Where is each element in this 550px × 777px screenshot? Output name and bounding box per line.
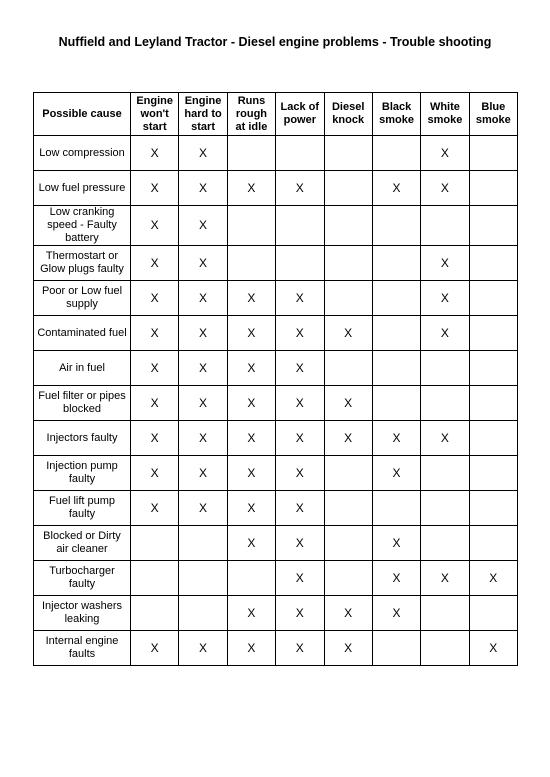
possible-cause-cell: Air in fuel	[34, 351, 131, 386]
empty-cell	[227, 246, 275, 281]
symptom-mark-cell: X	[276, 526, 324, 561]
table-row	[34, 136, 518, 171]
symptom-mark-cell: X	[324, 596, 372, 631]
symptom-mark-cell: X	[276, 351, 324, 386]
possible-cause-cell: Injector washers leaking	[34, 596, 131, 631]
empty-cell	[131, 526, 179, 561]
symptom-mark-cell: X	[372, 526, 420, 561]
symptom-mark-cell: X	[276, 631, 324, 666]
table-header-row	[34, 93, 518, 136]
possible-cause-cell: Contaminated fuel	[34, 316, 131, 351]
empty-cell	[324, 281, 372, 316]
symptom-mark-cell: X	[227, 596, 275, 631]
symptom-mark-cell: X	[227, 281, 275, 316]
symptom-mark-cell: X	[227, 171, 275, 206]
possible-cause-cell: Injection pump faulty	[34, 456, 131, 491]
symptom-mark-cell: X	[372, 596, 420, 631]
symptom-mark-cell: X	[324, 316, 372, 351]
possible-cause-cell: Blocked or Dirty air cleaner	[34, 526, 131, 561]
symptom-mark-cell: X	[372, 171, 420, 206]
possible-cause-cell: Injectors faulty	[34, 421, 131, 456]
possible-cause-cell: Turbocharger faulty	[34, 561, 131, 596]
empty-cell	[324, 351, 372, 386]
symptom-mark-cell: X	[324, 386, 372, 421]
empty-cell	[421, 206, 469, 246]
empty-cell	[276, 206, 324, 246]
table-row	[34, 421, 518, 456]
symptom-mark-cell: X	[131, 386, 179, 421]
column-header: Black smoke	[372, 93, 420, 136]
empty-cell	[421, 491, 469, 526]
column-header: Runs rough at idle	[227, 93, 275, 136]
empty-cell	[227, 206, 275, 246]
symptom-mark-cell: X	[421, 561, 469, 596]
empty-cell	[227, 136, 275, 171]
empty-cell	[179, 596, 227, 631]
symptom-mark-cell: X	[421, 281, 469, 316]
table-row	[34, 631, 518, 666]
symptom-mark-cell: X	[227, 491, 275, 526]
symptom-mark-cell: X	[227, 386, 275, 421]
table-row	[34, 596, 518, 631]
empty-cell	[421, 631, 469, 666]
table-row	[34, 246, 518, 281]
empty-cell	[372, 316, 420, 351]
symptom-mark-cell: X	[276, 456, 324, 491]
empty-cell	[469, 491, 517, 526]
symptom-mark-cell: X	[276, 386, 324, 421]
symptom-mark-cell: X	[372, 456, 420, 491]
possible-cause-cell: Thermostart or Glow plugs faulty	[34, 246, 131, 281]
empty-cell	[324, 526, 372, 561]
column-header: Lack of power	[276, 93, 324, 136]
empty-cell	[421, 596, 469, 631]
symptom-mark-cell: X	[227, 526, 275, 561]
empty-cell	[469, 246, 517, 281]
symptom-mark-cell: X	[276, 491, 324, 526]
table-row	[34, 526, 518, 561]
symptom-mark-cell: X	[421, 246, 469, 281]
table-row	[34, 281, 518, 316]
empty-cell	[324, 171, 372, 206]
empty-cell	[421, 386, 469, 421]
empty-cell	[276, 246, 324, 281]
empty-cell	[421, 351, 469, 386]
empty-cell	[179, 526, 227, 561]
column-header: Blue smoke	[469, 93, 517, 136]
symptom-mark-cell: X	[372, 421, 420, 456]
symptom-mark-cell: X	[131, 421, 179, 456]
empty-cell	[469, 316, 517, 351]
empty-cell	[131, 596, 179, 631]
empty-cell	[469, 206, 517, 246]
symptom-mark-cell: X	[179, 386, 227, 421]
column-header: White smoke	[421, 93, 469, 136]
empty-cell	[324, 561, 372, 596]
empty-cell	[372, 281, 420, 316]
empty-cell	[324, 491, 372, 526]
table-row	[34, 316, 518, 351]
trouble-shooting-table	[33, 92, 518, 666]
possible-cause-cell: Poor or Low fuel supply	[34, 281, 131, 316]
symptom-mark-cell: X	[227, 316, 275, 351]
table-body	[34, 136, 518, 666]
symptom-mark-cell: X	[179, 631, 227, 666]
empty-cell	[372, 206, 420, 246]
symptom-mark-cell: X	[131, 206, 179, 246]
empty-cell	[324, 456, 372, 491]
empty-cell	[372, 136, 420, 171]
symptom-mark-cell: X	[276, 421, 324, 456]
page-title: Nuffield and Leyland Tractor - Diesel engine problems - Trouble shooting	[58, 35, 492, 49]
symptom-mark-cell: X	[276, 171, 324, 206]
symptom-mark-cell: X	[179, 206, 227, 246]
empty-cell	[469, 136, 517, 171]
empty-cell	[179, 561, 227, 596]
table-row	[34, 561, 518, 596]
symptom-mark-cell: X	[421, 421, 469, 456]
symptom-mark-cell: X	[276, 281, 324, 316]
header-possible-cause: Possible cause	[34, 93, 131, 136]
empty-cell	[227, 561, 275, 596]
symptom-mark-cell: X	[131, 316, 179, 351]
empty-cell	[421, 526, 469, 561]
empty-cell	[469, 526, 517, 561]
symptom-mark-cell: X	[179, 491, 227, 526]
symptom-mark-cell: X	[179, 351, 227, 386]
possible-cause-cell: Fuel filter or pipes blocked	[34, 386, 131, 421]
symptom-mark-cell: X	[421, 316, 469, 351]
symptom-mark-cell: X	[131, 246, 179, 281]
symptom-mark-cell: X	[131, 456, 179, 491]
empty-cell	[372, 631, 420, 666]
empty-cell	[372, 351, 420, 386]
empty-cell	[372, 386, 420, 421]
symptom-mark-cell: X	[131, 491, 179, 526]
symptom-mark-cell: X	[179, 171, 227, 206]
symptom-mark-cell: X	[421, 171, 469, 206]
symptom-mark-cell: X	[324, 421, 372, 456]
empty-cell	[276, 136, 324, 171]
empty-cell	[324, 246, 372, 281]
empty-cell	[469, 171, 517, 206]
empty-cell	[372, 491, 420, 526]
column-header: Diesel knock	[324, 93, 372, 136]
symptom-mark-cell: X	[276, 596, 324, 631]
symptom-mark-cell: X	[179, 246, 227, 281]
symptom-mark-cell: X	[276, 561, 324, 596]
symptom-mark-cell: X	[227, 421, 275, 456]
symptom-mark-cell: X	[324, 631, 372, 666]
symptom-mark-cell: X	[179, 136, 227, 171]
empty-cell	[324, 136, 372, 171]
table-row	[34, 456, 518, 491]
empty-cell	[469, 421, 517, 456]
symptom-mark-cell: X	[276, 316, 324, 351]
empty-cell	[324, 206, 372, 246]
empty-cell	[469, 456, 517, 491]
possible-cause-cell: Low cranking speed - Faulty battery	[34, 206, 131, 246]
empty-cell	[469, 596, 517, 631]
empty-cell	[131, 561, 179, 596]
possible-cause-cell: Fuel lift pump faulty	[34, 491, 131, 526]
symptom-mark-cell: X	[179, 421, 227, 456]
symptom-mark-cell: X	[131, 136, 179, 171]
symptom-mark-cell: X	[469, 631, 517, 666]
empty-cell	[372, 246, 420, 281]
column-header: Engine won't start	[131, 93, 179, 136]
symptom-mark-cell: X	[421, 136, 469, 171]
symptom-mark-cell: X	[179, 316, 227, 351]
symptom-mark-cell: X	[131, 171, 179, 206]
table-row	[34, 491, 518, 526]
possible-cause-cell: Low compression	[34, 136, 131, 171]
symptom-mark-cell: X	[469, 561, 517, 596]
empty-cell	[469, 281, 517, 316]
table-row	[34, 386, 518, 421]
table-row	[34, 351, 518, 386]
table-row	[34, 171, 518, 206]
column-header: Engine hard to start	[179, 93, 227, 136]
symptom-mark-cell: X	[372, 561, 420, 596]
symptom-mark-cell: X	[131, 631, 179, 666]
empty-cell	[469, 351, 517, 386]
empty-cell	[469, 386, 517, 421]
symptom-mark-cell: X	[131, 281, 179, 316]
symptom-mark-cell: X	[131, 351, 179, 386]
symptom-mark-cell: X	[227, 631, 275, 666]
possible-cause-cell: Internal engine faults	[34, 631, 131, 666]
table-row	[34, 206, 518, 246]
symptom-mark-cell: X	[179, 456, 227, 491]
possible-cause-cell: Low fuel pressure	[34, 171, 131, 206]
symptom-mark-cell: X	[227, 351, 275, 386]
symptom-mark-cell: X	[227, 456, 275, 491]
empty-cell	[421, 456, 469, 491]
symptom-mark-cell: X	[179, 281, 227, 316]
